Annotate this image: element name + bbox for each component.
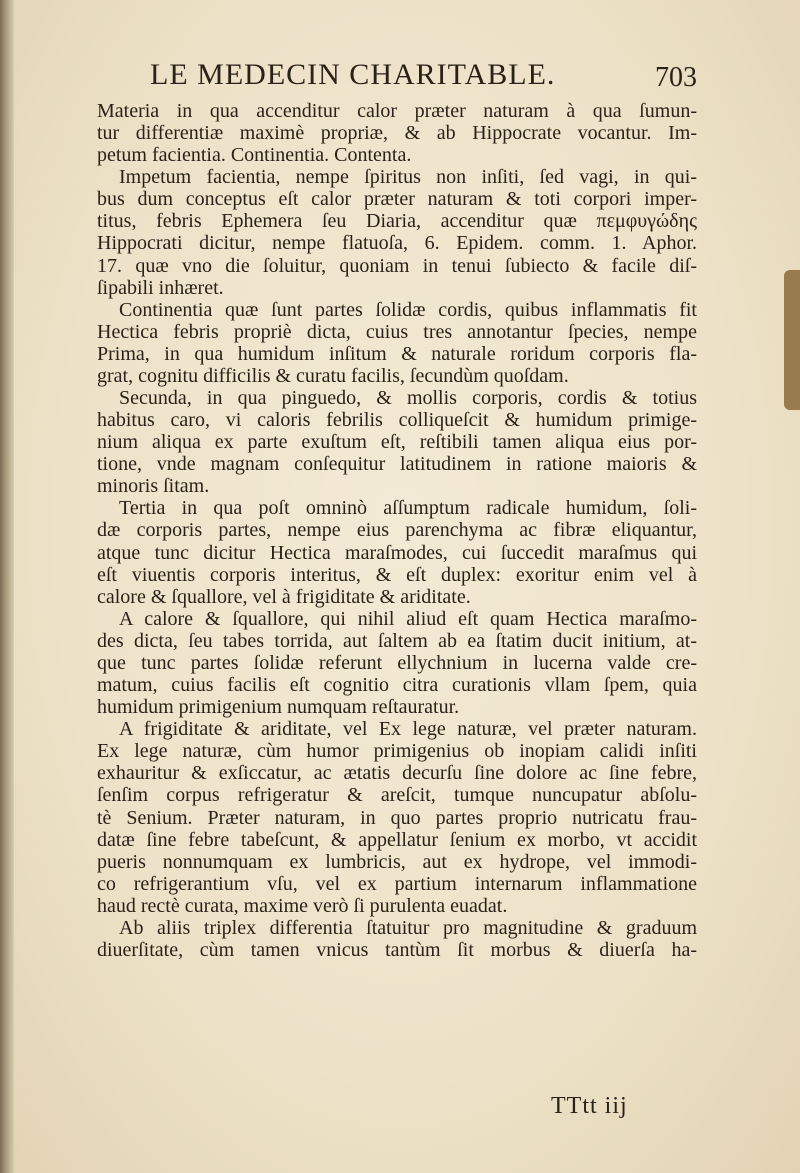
text-line: Materia in qua accenditur calor præter naturam à qua ſumun- xyxy=(97,100,697,122)
text-line: co refrigerantium vſu, vel ex partium internarum inflammatione xyxy=(97,872,697,895)
text-line: petum facientia. Continentia. Contenta. xyxy=(97,144,412,167)
text-line: ſipabili inhæret. xyxy=(97,276,224,299)
text-line: ſenſim corpus refrigeratur & areſcit, tumque nuncupatur abſolu- xyxy=(97,784,697,807)
text-line: Tertia in qua poſt omninò aſſumptum radicale humidum, ſoli- xyxy=(119,497,697,520)
text-line: habitus caro, vi caloris febrilis colliqueſcit & humidum primige- xyxy=(97,409,697,432)
page-tab-marker xyxy=(784,270,800,410)
text-line: pueris nonnumquam ex lumbricis, aut ex hydrope, vel immodi- xyxy=(97,850,697,873)
text-line: Continentia quæ ſunt partes ſolidæ cordis, quibus inflammatis fit xyxy=(119,298,697,321)
binding-gutter xyxy=(0,0,14,1173)
text-line: que tunc partes ſolidæ referunt ellychnium in lucerna valde cre- xyxy=(97,651,697,674)
running-title: LE MEDECIN CHARITABLE. xyxy=(150,58,556,91)
text-line: A calore & ſquallore, qui nihil aliud eſt quam Hectica maraſmo- xyxy=(119,607,697,630)
text-line: A frigiditate & ariditate, vel Ex lege naturæ, vel præter naturam. xyxy=(119,718,697,741)
text-line: diuerſitate, cùm tamen vnicus tantùm ſit morbus & diuerſa ha- xyxy=(97,938,697,961)
text-line: humidum primigenium numquam reſtauratur. xyxy=(97,696,460,719)
text-line: Ab aliis triplex differentia ſtatuitur pro magnitudine & graduum xyxy=(119,916,697,939)
signature-mark: TTtt iij xyxy=(551,1093,628,1119)
text-line: matum, cuius facilis eſt cognitio citra curationis vllam ſpem, quia xyxy=(97,674,697,697)
text-line: Hippocrati dicitur, nempe flatuoſa, 6. Epidem. comm. 1. Aphor. xyxy=(97,232,697,255)
page-number: 703 xyxy=(655,62,697,93)
text-line: tione, vnde magnam conſequitur latitudinem in ratione maioris & xyxy=(97,453,697,476)
text-line: Impetum facientia, nempe ſpiritus non inſiti, ſed vagi, in qui- xyxy=(119,166,697,189)
text-line: calore & ſquallore, vel à frigiditate & ariditate. xyxy=(97,585,471,608)
text-line: Secunda, in qua pinguedo, & mollis corporis, cordis & totius xyxy=(119,387,697,410)
text-line: tè Senium. Præter naturam, in quo partes proprio nutricatu frau- xyxy=(97,806,697,829)
text-line: grat, cognitu difficilis & curatu facilis, ſecundùm quoſdam. xyxy=(97,364,569,387)
text-line: 17. quæ vno die ſoluitur, quoniam in tenui ſubiecto & facile diſ- xyxy=(97,254,697,277)
text-line: Ex lege naturæ, cùm humor primigenius ob inopiam calidi inſiti xyxy=(97,740,697,763)
text-line: bus dum conceptus eſt calor præter naturam & toti corpori imper- xyxy=(97,188,697,211)
text-line: titus, febris Ephemera ſeu Diaria, accenditur quæ πεμφυγώδης xyxy=(97,210,697,233)
text-line: des dicta, ſeu tabes torrida, aut ſaltem ab ea ſtatim ducit initium, at- xyxy=(97,629,697,652)
body-text xyxy=(97,100,697,961)
text-line: haud rectè curata, maxime verò ſi purulenta euadat. xyxy=(97,894,508,917)
text-line: exhauritur & exſiccatur, ac ætatis decurſu ſine dolore ac ſine febre, xyxy=(97,762,697,785)
text-line: Prima, in qua humidum inſitum & naturale roridum corporis fla- xyxy=(97,342,697,365)
text-line: tur differentiæ maximè propriæ, & ab Hippocrate vocantur. Im- xyxy=(97,122,697,145)
text-line: nium aliqua ex parte exuſtum eſt, reſtibili tamen aliqua eius por- xyxy=(97,431,697,454)
text-line: dæ corporis partes, nempe eius parenchyma ac fibræ eliquantur, xyxy=(97,519,697,542)
text-line: atque tunc dicitur Hectica maraſmodes, cui ſuccedit maraſmus qui xyxy=(97,541,697,564)
text-line: eſt viuentis corporis interitus, & eſt duplex: exoritur enim vel à xyxy=(97,563,697,586)
text-line: minoris ſitam. xyxy=(97,475,210,498)
text-line: Hectica febris propriè dicta, cuius tres annotantur ſpecies, nempe xyxy=(97,320,697,343)
text-line: datæ ſine febre tabeſcunt, & appellatur ſenium ex morbo, vt accidit xyxy=(97,828,697,851)
